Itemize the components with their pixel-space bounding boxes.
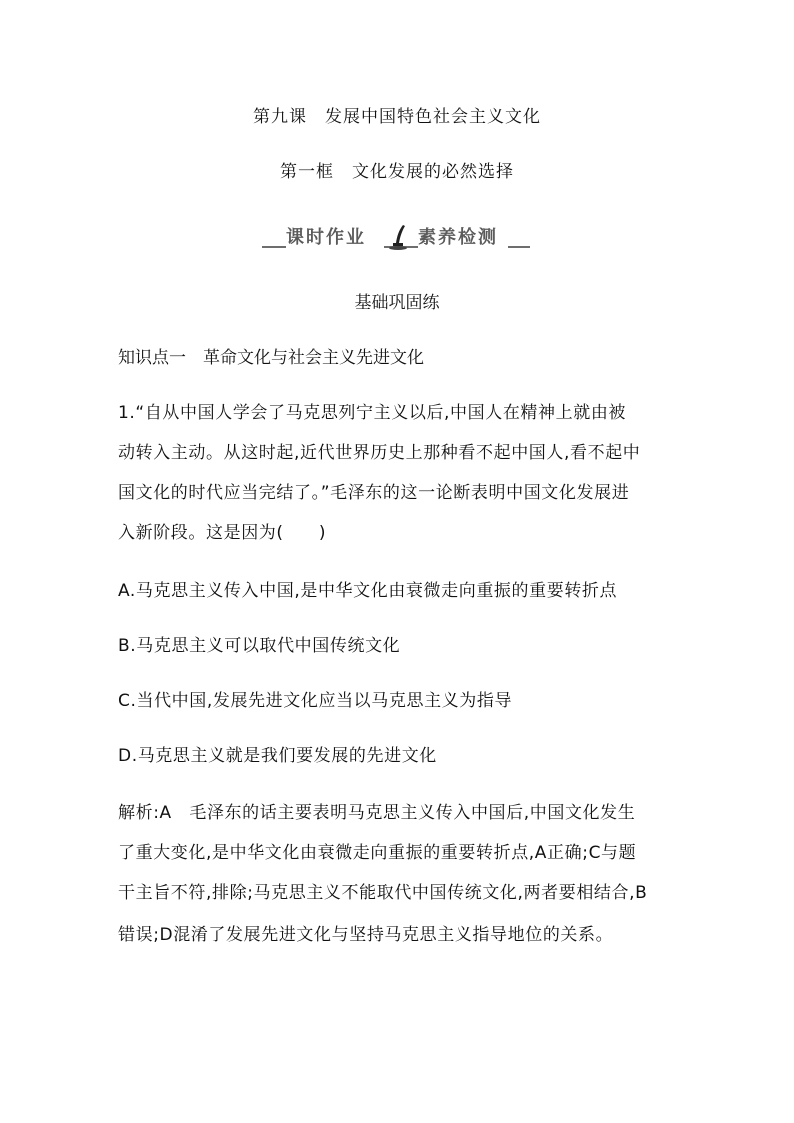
banner-left-label: 课时作业 xyxy=(286,227,366,248)
homework-banner xyxy=(262,224,530,254)
analysis-line: 了重大变化,是中华文化由衰微走向重振的重要转折点,A正确;C与题 xyxy=(118,843,637,863)
option-c: C.当代中国,发展先进文化应当以马克思主义为指导 xyxy=(118,691,513,711)
pen-icon xyxy=(386,224,414,250)
question-line: 1.“自从中国人学会了马克思列宁主义以后,中国人在精神上就由被 xyxy=(118,403,627,423)
banner-rule-left xyxy=(262,246,286,248)
analysis-line: 错误;D混淆了发展先进文化与坚持马克思主义指导地位的关系。 xyxy=(118,925,614,945)
question-line: 动转入主动。从这时起,近代世界历史上那种看不起中国人,看不起中 xyxy=(118,443,641,463)
knowledge-point-heading: 知识点一 革命文化与社会主义先进文化 xyxy=(118,348,424,368)
option-a: A.马克思主义传入中国,是中华文化由衰微走向重振的重要转折点 xyxy=(118,581,618,601)
question-line: 入新阶段。这是因为( ) xyxy=(118,523,327,543)
question-line: 国文化的时代应当完结了。”毛泽东的这一论断表明中国文化发展进 xyxy=(118,483,630,503)
section-heading: 基础巩固练 xyxy=(354,293,440,313)
section-title: 第一框 文化发展的必然选择 xyxy=(280,162,514,182)
banner-right-label: 素养检测 xyxy=(418,227,498,248)
analysis-line: 干主旨不符,排除;马克思主义不能取代中国传统文化,两者要相结合,B xyxy=(118,883,648,903)
option-b: B.马克思主义可以取代中国传统文化 xyxy=(118,636,401,656)
analysis-line: 解析:A 毛泽东的话主要表明马克思主义传入中国后,中国文化发生 xyxy=(118,803,636,823)
banner-rule-right xyxy=(508,246,530,248)
lesson-title: 第九课 发展中国特色社会主义文化 xyxy=(253,107,541,127)
option-d: D.马克思主义就是我们要发展的先进文化 xyxy=(118,746,437,766)
